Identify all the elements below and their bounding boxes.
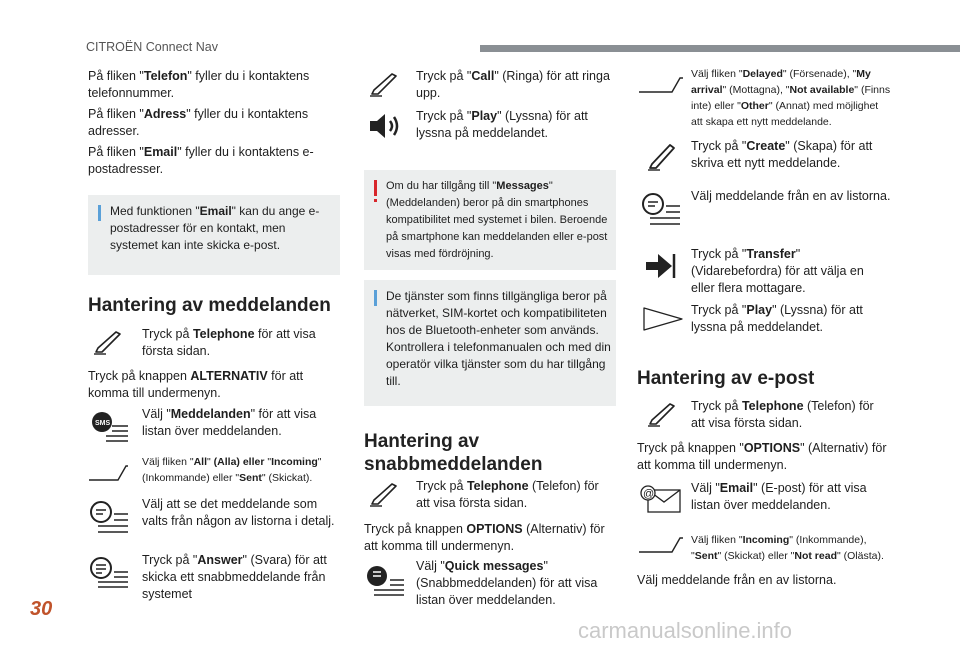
info-note-text: Med funktionen "Email" kan du ange e-postadresser för en kontakt, men systemet kan inte skicka e-post. [110,204,320,252]
answer-icon [88,556,130,590]
play-icon [642,306,684,332]
step-play-message: Tryck på "Play" (Lyssna) för att lyssna på meddelandet. [691,303,863,334]
step-answer: Tryck på "Answer" (Svara) för att skicka ett snabbmeddelande från systemet [142,553,327,601]
info-note-services-text: De tjänster som finns tillgängliga beror på nätverket, SIM-kortet och kompatibiliteten hos de Bluetooth-enheter som används. Kontrollera i telefonmanualen och med din operatör vilka tjänster som du har tillgång till. [386,289,611,388]
email-icon [640,484,682,514]
step-select-message: Välj meddelande från en av listorna. [691,189,891,203]
pen-icon [646,402,678,428]
speaker-icon [368,112,404,140]
step-telephone-quick: Tryck på Telephone (Telefon) för att visa första sidan. [416,479,599,510]
info-marker [98,205,101,221]
paragraph-alternativ: Tryck på knappen ALTERNATIV för att komma till undermenyn. [88,369,304,400]
svg-text:SMS: SMS [95,420,111,427]
section-heading-messages: Hantering av meddelanden [88,295,331,316]
step-quick-messages: Välj "Quick messages" (Snabbmeddelanden) för att visa listan över meddelanden. [416,559,598,607]
pen-icon [92,330,124,356]
step-play: Tryck på "Play" (Lyssna) för att lyssna på meddelandet. [416,109,588,140]
quick-message-icon [364,564,406,598]
message-detail-icon [640,192,682,226]
paragraph-select-email: Välj meddelande från en av listorna. [637,573,837,587]
step-telephone-email: Tryck på Telephone (Telefon) för att visa första sidan. [691,399,874,430]
step-tabs-email: Välj fliken "Incoming" (Inkommande), "Sent" (Skickat) eller "Not read" (Olästa). [691,534,884,562]
paragraph-options-email: Tryck på knappen "OPTIONS" (Alternativ) för att komma till undermenyn. [637,441,887,472]
pen-icon [368,72,400,98]
step-email: Välj "Email" (E-post) för att visa listan över meddelanden. [691,481,867,512]
tab-underline-icon [638,536,684,554]
svg-text:@: @ [643,488,655,500]
pen-icon [368,482,400,508]
document-header: CITROËN Connect Nav [86,40,218,54]
tab-underline-icon [638,76,684,94]
paragraph-telefon: På fliken "Telefon" fyller du i kontaktens telefonnummer. [88,69,310,100]
pen-icon [646,142,678,172]
warning-note [364,170,616,270]
step-tabs-delayed: Välj fliken "Delayed" (Försenade), "My arrival" (Mottagna), "Not available" (Finns inte) eller "Other" (Annat) med möjlighet att skapa ett nytt meddelande. [691,68,891,128]
tab-underline-icon [88,464,130,482]
page-number: 30 [30,598,53,620]
info-marker [374,290,377,306]
section-heading-email: Hantering av e-post [637,368,815,389]
paragraph-adress: På fliken "Adress" fyller du i kontaktens adresser. [88,107,309,138]
info-note [88,195,340,275]
step-telephone: Tryck på Telephone för att visa första sidan. [142,327,316,358]
warning-note-text: Om du har tillgång till "Messages" (Meddelanden) beror på din smartphones kompatibilitet med systemet i bilen. Beroende på smartphone kan meddelanden eller e-post visas med fördröjning. [386,180,608,260]
paragraph-email: På fliken "Email" fyller du i kontaktens e-postadresser. [88,145,314,176]
section-heading-quick-messages: Hantering av snabbmeddelanden [364,431,543,475]
paragraph-options-quick: Tryck på knappen OPTIONS (Alternativ) för att komma till undermenyn. [364,522,605,553]
message-detail-icon [88,500,130,534]
step-tabs-all-incoming-sent: Välj fliken "All" (Alla) eller "Incoming" (Inkommande) eller "Sent" (Skickat). [142,456,322,484]
step-meddelanden: Välj "Meddelanden" för att visa listan över meddelanden. [142,407,317,438]
step-view-detail: Välj att se det meddelande som valts från någon av listorna i detalj. [142,497,335,528]
step-create: Tryck på "Create" (Skapa) för att skriva ett nytt meddelande. [691,139,873,170]
step-call: Tryck på "Call" (Ringa) för att ringa upp. [416,69,610,100]
transfer-icon [644,250,676,282]
watermark: carmanualsonline.info [578,618,793,643]
header-bar [480,45,960,52]
info-note-services [364,280,616,406]
sms-list-icon [90,410,130,442]
warning-marker [374,180,377,196]
step-transfer: Tryck på "Transfer" (Vidarebefordra) för att välja en eller flera mottagare. [691,247,864,295]
